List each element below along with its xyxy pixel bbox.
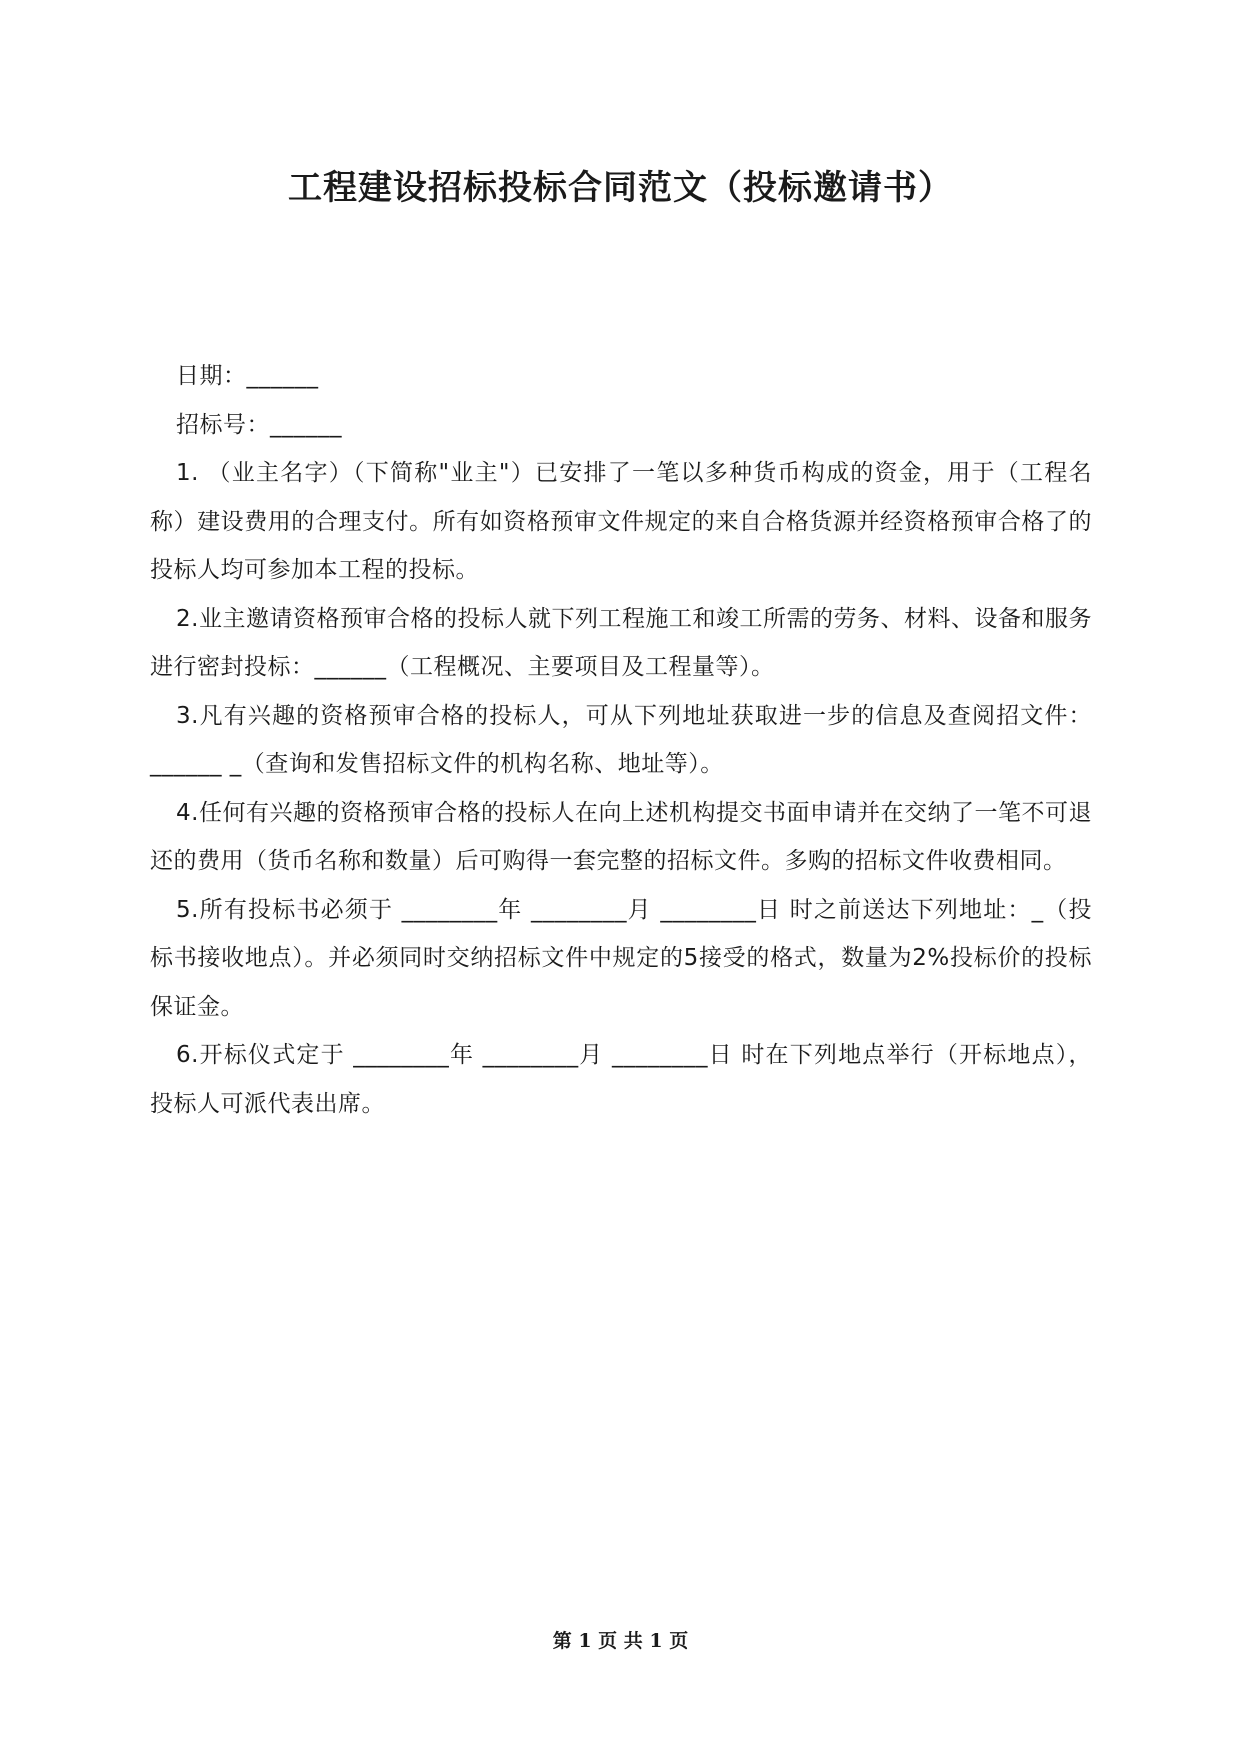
paragraph-1: 1. （业主名字）（下简称"业主"）已安排了一笔以多种货币构成的资金，用于（工程名称）建设费用的合理支付。所有如资格预审文件规定的来自合格货源并经资格预审合格了的投标人均可参加本工程的投标。 bbox=[150, 460, 1092, 583]
page-number-label: 第 1 页 共 1 页 bbox=[552, 1630, 689, 1652]
tender-number-field: 招标号：______ bbox=[176, 411, 342, 438]
page-footer bbox=[0, 1626, 1241, 1653]
paragraph-5: 5.所有投标书必须于 ________年 ________月 ________日 时之前送达下列地址：_（投标书接收地点）。并必须同时交纳招标文件中规定的5接受的格式，数量为2%投标价的投标保证金。 bbox=[150, 896, 1092, 1020]
paragraph-3: 3.凡有兴趣的资格预审合格的投标人，可从下列地址获取进一步的信息及查阅招文件：______ _（查询和发售招标文件的机构名称、地址等）。 bbox=[150, 702, 1092, 777]
document-title: 工程建设招标投标合同范文（投标邀请书） bbox=[288, 168, 953, 208]
document-body bbox=[150, 352, 1092, 1128]
paragraph-6: 6.开标仪式定于 ________年 ________月 ________日 时在下列地点举行（开标地点），投标人可派代表出席。 bbox=[150, 1042, 1092, 1117]
paragraph-4: 4.任何有兴趣的资格预审合格的投标人在向上述机构提交书面申请并在交纳了一笔不可退还的费用（货币名称和数量）后可购得一套完整的招标文件。多购的招标文件收费相同。 bbox=[150, 799, 1092, 874]
date-field: 日期：______ bbox=[176, 363, 319, 389]
paragraph-2: 2.业主邀请资格预审合格的投标人就下列工程施工和竣工所需的劳务、材料、设备和服务进行密封投标：______（工程概况、主要项目及工程量等）。 bbox=[150, 605, 1092, 680]
